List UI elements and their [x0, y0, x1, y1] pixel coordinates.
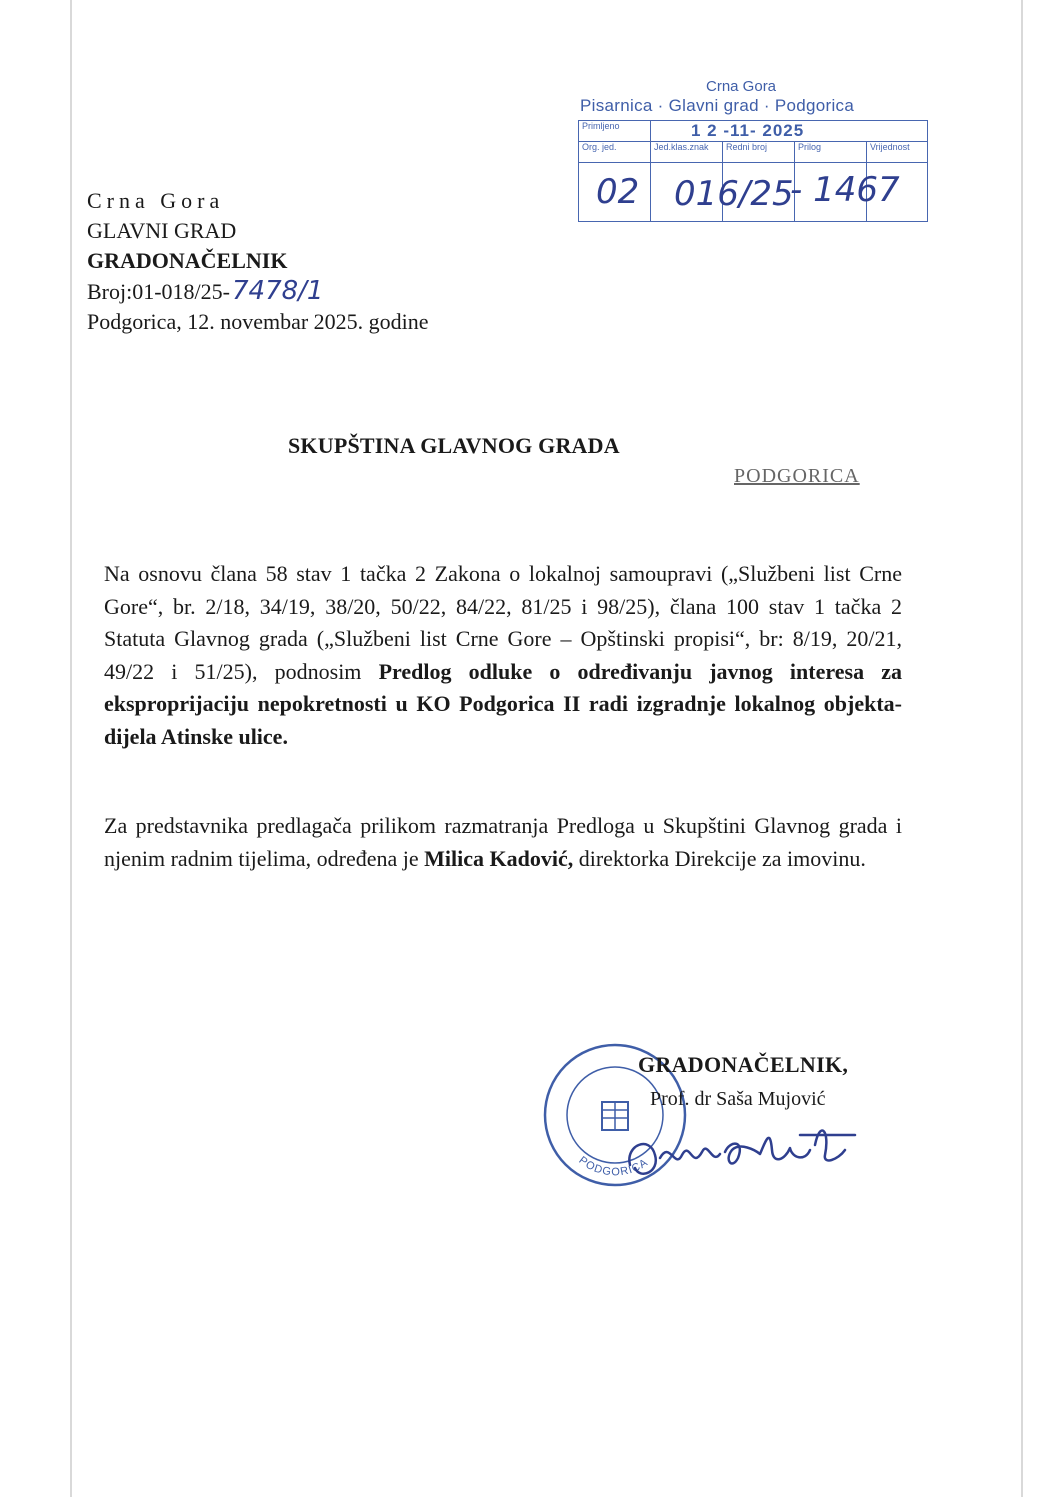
stamp-col-class: Jed.klas.znak [651, 142, 723, 163]
representative-role: direktorka Direkcije za imovinu. [573, 845, 866, 871]
paragraph-representative-intro: Za predstavnika predlagača prilikom razmatranja Predloga u Skupštini Glavnog grada i njenim radnim tijelima, određena je [104, 813, 902, 871]
stamp-office: Pisarnica · Glavni grad · Podgorica [580, 96, 855, 115]
sender-country: Crna Gora [87, 188, 225, 213]
stamp-col-attachment: Prilog [795, 142, 867, 163]
addressee-city: PODGORICA [734, 465, 860, 487]
paragraph-representative [104, 810, 902, 875]
stamp-country: Crna Gora [706, 78, 777, 95]
stamp-hand-org: 02 [596, 172, 640, 212]
document-number-handwritten: 7478/1 [232, 276, 324, 306]
stamp-received-label: Primljeno [579, 121, 651, 142]
sender-header [87, 186, 429, 337]
registry-stamp [578, 76, 930, 226]
signature-title: GRADONAČELNIK, [638, 1052, 849, 1077]
sender-city: GLAVNI GRAD [87, 218, 237, 243]
scan-edge-left [70, 0, 72, 1497]
addressee-name: SKUPŠTINA GLAVNOG GRADA [288, 433, 620, 458]
signatory-name: Prof. dr Saša Mujović [650, 1088, 826, 1110]
stamp-col-value: Vrijednost [867, 142, 928, 163]
sender-office: GRADONAČELNIK [87, 248, 288, 273]
paragraph-proposal [104, 558, 902, 753]
scan-edge-right [1021, 0, 1023, 1497]
paragraph-proposal-intro: Na osnovu člana 58 stav 1 tačka 2 Zakona o lokalnoj samoupravi („Službeni list Crne Gore“, br. 2/18, 34/19, 38/20, 50/22, 84/22, 81/25 i 98/25), člana 100 stav 1 tačka 2 Statuta Glavnog grada („Službeni list Crne Gore – Opštinski propisi“, br: 8/19, 20/21, 49/22 i 51/25), podnosim [104, 561, 902, 684]
stamp-hand-class: 016/25 [674, 174, 794, 214]
document-number-prefix: Broj:01-018/25- [87, 279, 230, 304]
document-number [87, 276, 429, 307]
stamp-col-number: Redni broj [723, 142, 795, 163]
place-date: Podgorica, 12. novembar 2025. godine [87, 309, 429, 334]
handwritten-signature [620, 1110, 870, 1190]
seal-city: PODGORICA [576, 1154, 651, 1179]
representative-name: Milica Kadović, [424, 845, 574, 871]
stamp-col-org: Org. jed. [579, 142, 651, 163]
stamp-received-date: 1 2 -11- 2025 [651, 121, 928, 142]
proposal-title: Predlog odluke o određivanju javnog interesa za eksproprijaciju nepokretnosti u KO Podgorica II radi izgradnje lokalnog objekta-dijela Atinske ulice. [104, 658, 902, 749]
stamp-hand-number: - 1467 [790, 170, 900, 210]
